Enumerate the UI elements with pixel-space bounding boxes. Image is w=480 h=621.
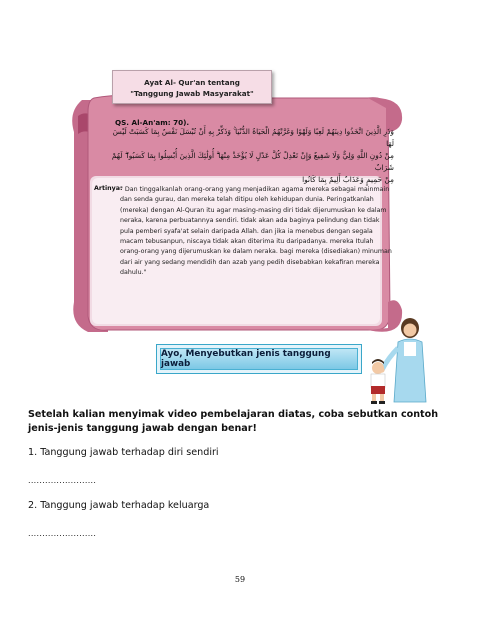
teacher-student-illustration [362,318,432,404]
activity-banner [156,344,362,374]
scroll-title-line1: Ayat Al- Qur'an tentang [144,78,240,87]
page-number: 59 [234,575,246,584]
translation-label: Artinya: [94,185,123,192]
instruction-text: Setelah kalian menyimak video pembelajaran diatas, coba sebutkan contoh jenis-jenis tanggung jawab dengan benar! [28,409,439,434]
item-label: 1. Tanggung jawab terhadap diri sendiri [28,447,219,458]
answer-blank[interactable]: ........................ [28,529,97,538]
arabic-line: وَذَرِ الَّذِينَ اتَّخَذُوا دِينَهُمْ لَعِبًا وَلَهْوًا وَغَرَّتْهُمُ الْحَيَاةُ الدُّنْيَا ۚ وَذَكِّرْ بِهِ أَنْ تُبْسَلَ نَفْسٌ بِمَا كَسَبَتْ لَيْسَ لَهَا [112,127,394,148]
arabic-line: مِنْ حَمِيمٍ وَعَذَابٌ أَلِيمٌ بِمَا كَانُوا [302,175,394,184]
arabic-verse [104,126,394,186]
item-label: 2. Tanggung jawab terhadap keluarga [28,500,210,511]
scroll-title-line2: "Tanggung Jawab Masyarakat" [130,89,254,98]
scroll-title-box [112,70,272,104]
translation-text: " Dan tinggalkanlah orang-orang yang menjadikan agama mereka sebagai mainmain dan senda gurau, dan mereka telah ditipu oleh kehidupan dunia. Peringatkanlah (mereka) dengan Al-Quran itu agar masing-masing diri tidak dijerumuskan ke dalam neraka, karena perbuatannya sendiri. tidak akan ada baginya pelindung dan tidak pula pemberi syafa'at selain daripada Allah. dan jika ia menebus dengan segala macam tebusanpun, niscaya tidak akan diterima itu daripadanya. mereka Itulah orang-orang yang dijerumuskan ke dalam neraka. bagi mereka (disediakan) minuman dari air yang sedang mendidih dan azab yang pedih disebabkan kekafiran mereka dahulu." [120,186,392,277]
arabic-line: مِنْ دُونِ اللَّهِ وَلِيٌّ وَلَا شَفِيعٌ وَإِنْ تَعْدِلْ كُلَّ عَدْلٍ لَا يُؤْخَذْ مِنْهَا ۗ أُولَٰئِكَ الَّذِينَ أُبْسِلُوا بِمَا كَسَبُوا ۖ لَهُمْ شَرَابٌ [111,151,394,172]
surah-reference: QS. Al-An'am: 70). [115,118,190,127]
answer-blank[interactable]: ........................ [28,476,97,485]
activity-banner-label: Ayo, Menyebutkan jenis tanggung jawab [160,348,358,370]
